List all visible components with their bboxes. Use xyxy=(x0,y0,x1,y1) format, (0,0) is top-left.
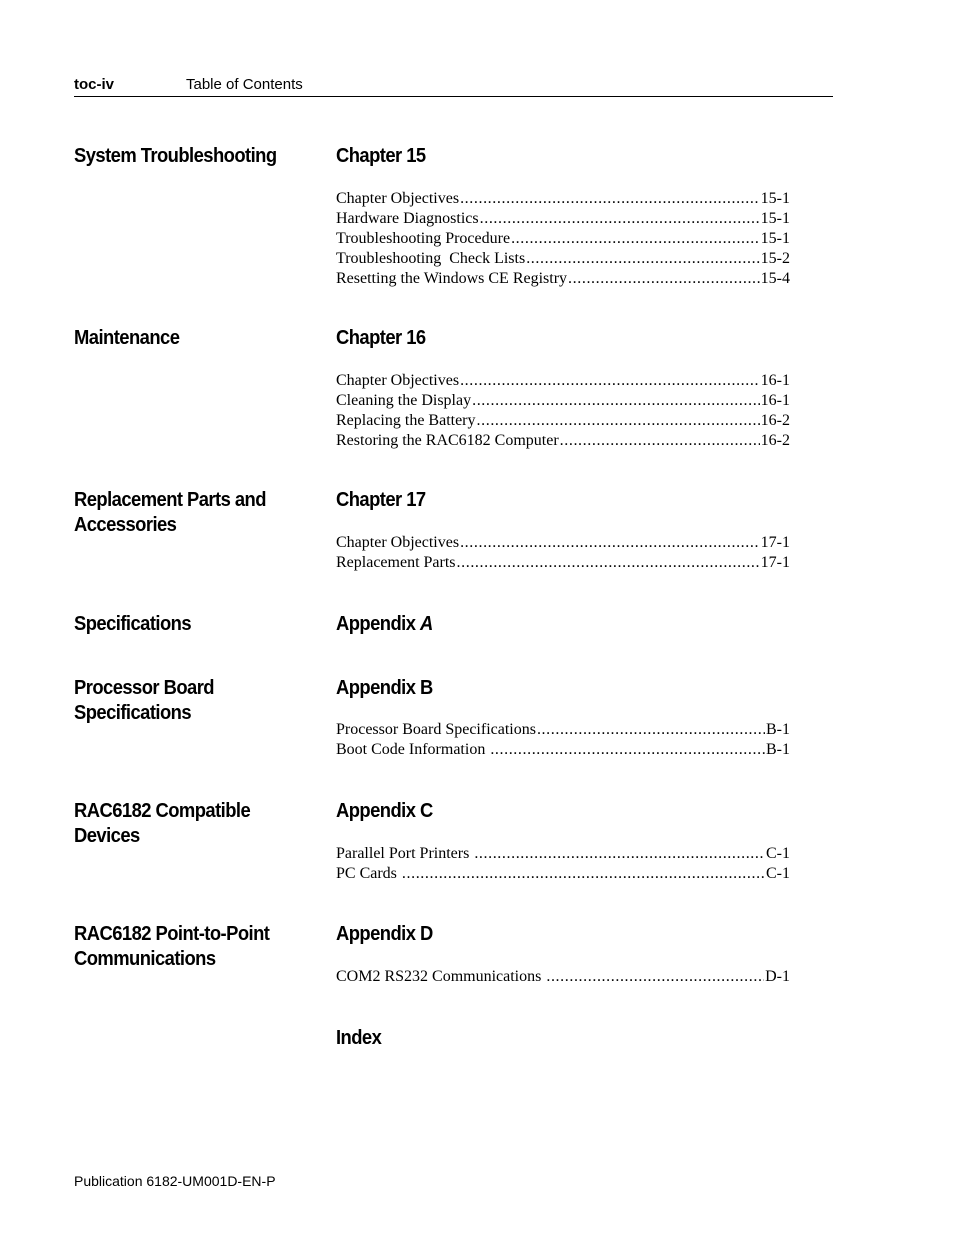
section-title: System Troubleshooting xyxy=(74,145,277,167)
toc-entry-page: C-1 xyxy=(766,845,790,862)
toc-entry-label: Hardware Diagnostics xyxy=(336,210,479,227)
section-title: Maintenance xyxy=(74,327,180,349)
toc-entry-page: 17-1 xyxy=(760,554,790,571)
toc-entry-label: Troubleshooting Check Lists xyxy=(336,250,526,267)
toc-entry-label: Chapter Objectives xyxy=(336,190,460,207)
index-heading[interactable]: Index xyxy=(336,1027,382,1049)
toc-entry-list xyxy=(336,371,790,451)
section-title xyxy=(74,488,295,538)
toc-entry[interactable] xyxy=(336,553,790,573)
dot-leader xyxy=(546,967,764,987)
toc-entry-label: COM2 RS232 Communications xyxy=(336,968,546,985)
toc-entry-list xyxy=(336,720,790,760)
toc-entry-label: Chapter Objectives xyxy=(336,372,460,389)
toc-entry-label: Parallel Port Printers xyxy=(336,845,474,862)
dot-leader xyxy=(457,553,760,573)
toc-entry-page: 15-4 xyxy=(760,270,790,287)
page-header xyxy=(74,75,833,97)
section-title: Specifications xyxy=(74,613,192,635)
dot-leader xyxy=(472,391,760,411)
dot-leader xyxy=(568,269,760,289)
section-title xyxy=(74,922,295,972)
chapter-heading[interactable]: Appendix C xyxy=(336,800,433,822)
toc-entry-page: 15-1 xyxy=(760,230,790,247)
section-title-line: Communications xyxy=(74,948,216,970)
toc-entry[interactable] xyxy=(336,209,790,229)
toc-entry[interactable] xyxy=(336,720,790,740)
toc-entry[interactable] xyxy=(336,249,790,269)
toc-entry-page: 17-1 xyxy=(760,534,790,551)
toc-entry[interactable] xyxy=(336,371,790,391)
toc-entry-label: Boot Code Information xyxy=(336,741,490,758)
toc-entry-label: Troubleshooting Procedure xyxy=(336,230,511,247)
toc-entry[interactable] xyxy=(336,269,790,289)
toc-entry-page: 16-2 xyxy=(760,432,790,449)
toc-entry[interactable] xyxy=(336,864,790,884)
toc-entry-page: 15-2 xyxy=(760,250,790,267)
dot-leader xyxy=(474,844,765,864)
toc-entry-page: 16-1 xyxy=(760,372,790,389)
dot-leader xyxy=(402,864,765,884)
dot-leader xyxy=(480,209,760,229)
chapter-heading[interactable]: Appendix B xyxy=(336,677,433,699)
toc-entry[interactable] xyxy=(336,740,790,760)
section-title-line: Accessories xyxy=(74,514,177,536)
section-title xyxy=(74,676,295,726)
toc-entry-list xyxy=(336,533,790,573)
dot-leader xyxy=(460,533,760,553)
toc-entry[interactable] xyxy=(336,229,790,249)
toc-entry-page: 15-1 xyxy=(760,190,790,207)
dot-leader xyxy=(490,740,765,760)
toc-entry[interactable] xyxy=(336,391,790,411)
section-title-line: Processor Board xyxy=(74,677,215,699)
toc-entry-label: Cleaning the Display xyxy=(336,392,472,409)
chapter-heading-prefix: Appendix xyxy=(336,613,420,635)
toc-entry-page: C-1 xyxy=(766,865,790,882)
chapter-heading[interactable] xyxy=(336,612,433,637)
toc-entry-label: PC Cards xyxy=(336,865,401,882)
toc-entry[interactable] xyxy=(336,967,790,987)
section-title-line: Replacement Parts and xyxy=(74,489,266,511)
toc-entry-page: 16-1 xyxy=(760,392,790,409)
dot-leader xyxy=(511,229,760,249)
toc-entry-page: D-1 xyxy=(765,968,790,985)
toc-entry[interactable] xyxy=(336,431,790,451)
toc-entry-list xyxy=(336,967,790,987)
toc-entry-label: Replacing the Battery xyxy=(336,412,476,429)
chapter-heading[interactable]: Chapter 15 xyxy=(336,145,426,167)
toc-entry-page: 15-1 xyxy=(760,210,790,227)
toc-entry[interactable] xyxy=(336,844,790,864)
section-title xyxy=(74,799,295,849)
section-title-line: RAC6182 Point-to-Point xyxy=(74,923,270,945)
chapter-heading[interactable]: Chapter 17 xyxy=(336,489,426,511)
toc-entry[interactable] xyxy=(336,411,790,431)
toc-entry[interactable] xyxy=(336,189,790,209)
dot-leader xyxy=(477,411,760,431)
toc-entry[interactable] xyxy=(336,533,790,553)
running-title: Table of Contents xyxy=(186,76,303,93)
toc-entry-list xyxy=(336,189,790,289)
section-title-line: Specifications xyxy=(74,702,192,724)
toc-entry-list xyxy=(336,844,790,884)
chapter-heading[interactable]: Chapter 16 xyxy=(336,327,426,349)
dot-leader xyxy=(537,720,765,740)
dot-leader xyxy=(460,371,760,391)
toc-entry-label: Processor Board Specifications xyxy=(336,721,536,738)
toc-entry-label: Chapter Objectives xyxy=(336,534,460,551)
toc-entry-label: Restoring the RAC6182 Computer xyxy=(336,432,559,449)
toc-entry-page: B-1 xyxy=(766,741,790,758)
dot-leader xyxy=(460,189,760,209)
dot-leader xyxy=(560,431,760,451)
page-number: toc-iv xyxy=(74,76,115,93)
chapter-heading[interactable]: Appendix D xyxy=(336,923,433,945)
toc-entry-label: Replacement Parts xyxy=(336,554,456,571)
toc-entry-page: B-1 xyxy=(766,721,790,738)
dot-leader xyxy=(526,249,759,269)
toc-entry-page: 16-2 xyxy=(760,412,790,429)
section-title-line: Devices xyxy=(74,825,140,847)
chapter-heading-letter: A xyxy=(419,613,433,635)
publication-footer: Publication 6182-UM001D-EN-P xyxy=(74,1173,276,1189)
toc-entry-label: Resetting the Windows CE Registry xyxy=(336,270,568,287)
section-title-line: RAC6182 Compatible xyxy=(74,800,251,822)
